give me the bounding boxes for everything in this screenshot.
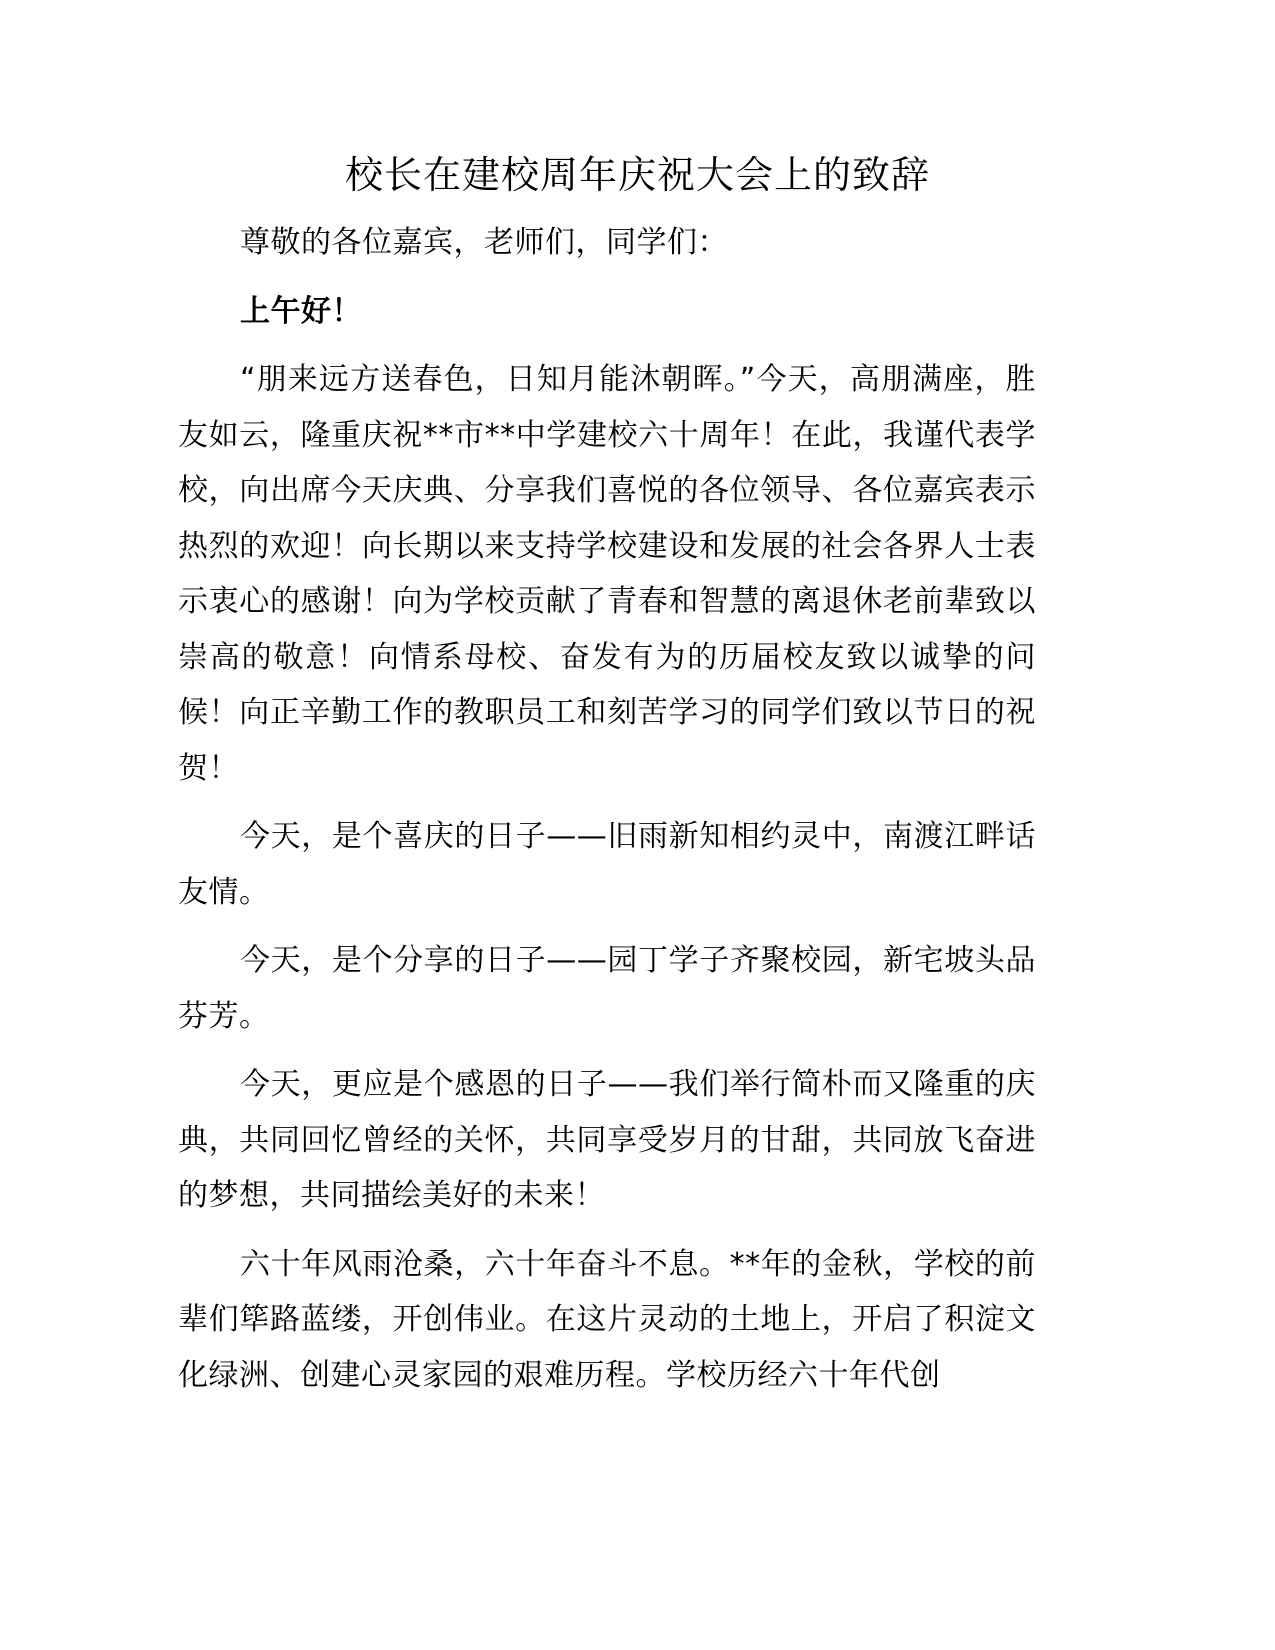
document-body [178,215,1036,1416]
body-paragraph: “朋来远方送春色，日知月能沐朝晖。”今天，高朋满座，胜友如云，隆重庆祝**市**中学建校六十周年！在此，我谨代表学校，向出席今天庆典、分享我们喜悦的各位领导、各位嘉宾表示热烈的欢迎！向长期以来支持学校建设和发展的社会各界人士表示衷心的感谢！向为学校贡献了青春和智慧的离退休老前辈致以崇高的敬意！向情系母校、奋发有为的历届校友致以诚挚的问候！向正辛勤工作的教职员工和刻苦学习的同学们致以节日的祝贺！ [178,362,1036,786]
salutation-paragraph: 尊敬的各位嘉宾，老师们，同学们： [240,225,728,260]
greeting-paragraph: 上午好！ [240,293,362,329]
body-paragraph: 今天，是个分享的日子——园丁学子齐聚校园，新宅坡头品芬芳。 [178,943,1036,1034]
body-paragraph: 今天，更应是个感恩的日子——我们举行简朴而又隆重的庆典，共同回忆曾经的关怀，共同享受岁月的甘甜，共同放飞奋进的梦想，共同描绘美好的未来！ [178,1067,1036,1213]
body-paragraph: 今天，是个喜庆的日子——旧雨新知相约灵中，南渡江畔话友情。 [178,819,1036,910]
body-paragraph: 六十年风雨沧桑，六十年奋斗不息。**年的金秋，学校的前辈们筚路蓝缕，开创伟业。在这片灵动的土地上，开启了积淀文化绿洲、创建心灵家园的艰难历程。学校历经六十年代创 [178,1246,1036,1393]
document-title: 校长在建校周年庆祝大会上的致辞 [344,153,930,197]
